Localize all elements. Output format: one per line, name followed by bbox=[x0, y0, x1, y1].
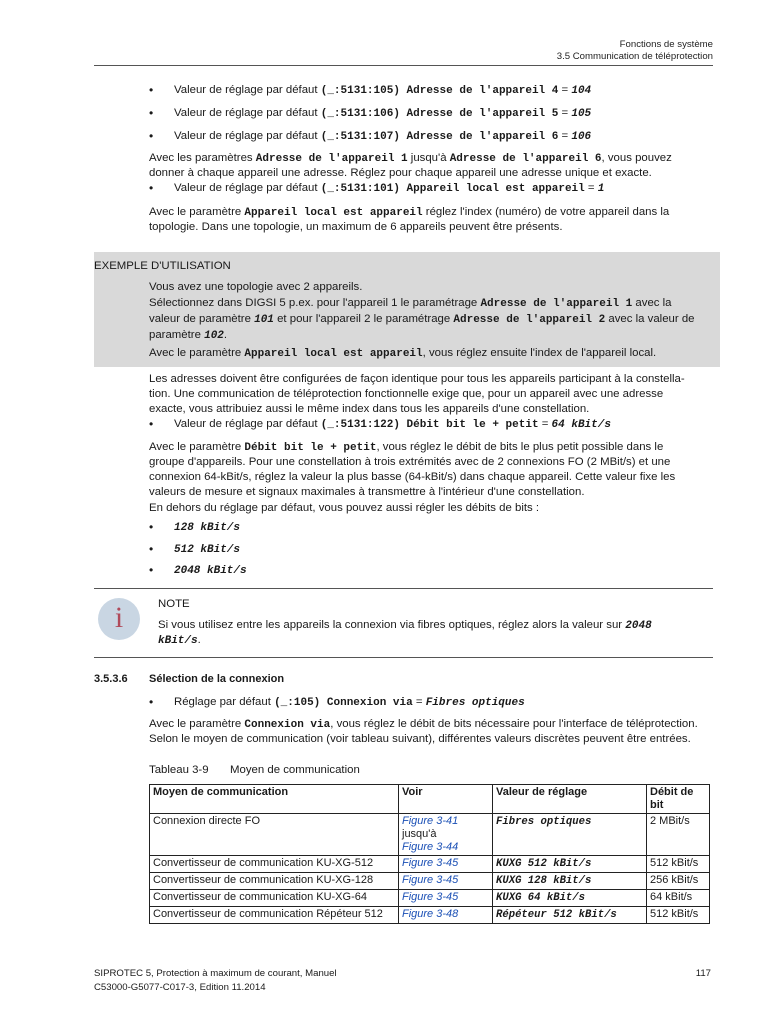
note-bottom-rule bbox=[94, 657, 713, 658]
bullet-dot: • bbox=[149, 106, 154, 120]
note-text-line2: kBit/s. bbox=[158, 634, 201, 647]
default-setting-line: Valeur de réglage par défaut (_:5131:107) Adresse de l'appareil 6 = 106 bbox=[174, 130, 592, 143]
example-line: Vous avez une topologie avec 2 appareils. bbox=[149, 281, 363, 293]
page-number: 117 bbox=[695, 968, 711, 979]
table-cell-rate: 64 kBit/s bbox=[647, 890, 710, 907]
bullet-dot: • bbox=[149, 695, 154, 709]
communication-medium-table bbox=[149, 784, 710, 924]
bitrate-option: 512 kBit/s bbox=[174, 544, 241, 556]
paragraph-local-device: Avec le paramètre Appareil local est appareil réglez l'index (numéro) de votre appareil dans la bbox=[149, 206, 670, 219]
default-setting-line: Valeur de réglage par défaut (_:5131:122) Débit bit le + petit = 64 kBit/s bbox=[174, 418, 611, 431]
table-cell-value: Répéteur 512 kBit/s bbox=[493, 907, 647, 924]
bullet-dot: • bbox=[149, 83, 154, 97]
table-header: Moyen de communication bbox=[150, 785, 399, 814]
table-row bbox=[150, 907, 710, 924]
bullet-dot: • bbox=[149, 542, 154, 556]
running-header-chapter: Fonctions de système bbox=[619, 39, 713, 50]
bitrate-option: 128 kBit/s bbox=[174, 522, 241, 534]
figure-link[interactable]: Figure 3-44 bbox=[402, 841, 459, 853]
bullet-dot: • bbox=[149, 417, 154, 431]
example-line: paramètre 102. bbox=[149, 329, 228, 342]
default-setting-line: Valeur de réglage par défaut (_:5131:101) Appareil local est appareil = 1 bbox=[174, 182, 605, 195]
table-cell-rate: 256 kBit/s bbox=[647, 873, 710, 890]
section-title: Sélection de la connexion bbox=[149, 673, 285, 685]
table-header: Débit de bit bbox=[647, 785, 710, 814]
paragraph-bitrate: En dehors du réglage par défaut, vous pouvez aussi régler les débits de bits : bbox=[149, 502, 540, 514]
figure-link[interactable]: Figure 3-48 bbox=[402, 908, 459, 920]
example-title: EXEMPLE D'UTILISATION bbox=[94, 260, 231, 272]
paragraph-connection: Avec le paramètre Connexion via, vous réglez le débit de bits nécessaire pour l'interface de téléprotection. bbox=[149, 718, 698, 731]
table-cell-value: Fibres optiques bbox=[493, 814, 647, 856]
note-text: Si vous utilisez entre les appareils la connexion via fibres optiques, réglez alors la valeur sur 2048 bbox=[158, 619, 652, 632]
default-setting-line: Valeur de réglage par défaut (_:5131:105) Adresse de l'appareil 4 = 104 bbox=[174, 84, 592, 97]
table-row bbox=[150, 873, 710, 890]
default-setting-line: Réglage par défaut (_:105) Connexion via = Fibres optiques bbox=[174, 696, 525, 709]
info-icon bbox=[98, 598, 140, 640]
table-cell-medium: Convertisseur de communication KU-XG-128 bbox=[150, 873, 399, 890]
table-cell-see bbox=[399, 890, 493, 907]
table-cell-see bbox=[399, 907, 493, 924]
table-cell-see bbox=[399, 873, 493, 890]
table-row bbox=[150, 856, 710, 873]
paragraph-addresses: Les adresses doivent être configurées de façon identique pour tous les appareils participant à la constella- bbox=[149, 373, 685, 385]
figure-link[interactable]: Figure 3-45 bbox=[402, 874, 459, 886]
bullet-dot: • bbox=[149, 129, 154, 143]
bullet-dot: • bbox=[149, 520, 154, 534]
paragraph-bitrate: valeurs de mesure et signaux maximales à transmettre à l'intérieur d'une constellation. bbox=[149, 486, 585, 498]
paragraph-bitrate: connexion 64-kBit/s, réglez la valeur la plus basse (64-kBit/s) dans chaque appareil. Cette valeur fixe les bbox=[149, 471, 676, 483]
table-cell-medium: Convertisseur de communication KU-XG-64 bbox=[150, 890, 399, 907]
bullet-dot: • bbox=[149, 563, 154, 577]
figure-link[interactable]: Figure 3-45 bbox=[402, 891, 459, 903]
table-caption: Moyen de communication bbox=[230, 764, 360, 776]
paragraph-addresses: exacte, vous attribuiez aussi le même index dans tous les appareils d'une constellation. bbox=[149, 403, 590, 415]
footer-docnumber: C53000-G5077-C017-3, Edition 11.2014 bbox=[94, 982, 266, 993]
table-cell-medium: Connexion directe FO bbox=[150, 814, 399, 856]
table-row bbox=[150, 814, 710, 856]
table-caption-number: Tableau 3-9 bbox=[149, 764, 209, 776]
paragraph-addresses: tion. Une communication de téléprotection fonctionnelle exige que, pour un appareil avec une adresse bbox=[149, 388, 664, 400]
paragraph-address-line2: donner à chaque appareil une adresse. Réglez pour chaque appareil une adresse unique et exacte. bbox=[149, 167, 652, 179]
table-header-row bbox=[150, 785, 710, 814]
table-cell-see: Figure 3-41 jusqu'à Figure 3-44 bbox=[399, 814, 493, 856]
paragraph-bitrate: groupe d'appareils. Pour une constellation à trois extrémités avec de 2 connexions FO (2 MBit/s) et une bbox=[149, 456, 671, 468]
example-line: Avec le paramètre Appareil local est appareil, vous réglez ensuite l'index de l'appareil local. bbox=[149, 347, 657, 360]
paragraph-connection-line2: Selon le moyen de communication (voir tableau suivant), différentes valeurs discrètes peuvent être entrées. bbox=[149, 733, 691, 745]
note-title: NOTE bbox=[158, 598, 190, 610]
figure-link[interactable]: Figure 3-45 bbox=[402, 857, 459, 869]
table-header: Valeur de réglage bbox=[493, 785, 647, 814]
paragraph-bitrate: Avec le paramètre Débit bit le + petit, vous réglez le débit de bits le plus petit possible dans le bbox=[149, 441, 664, 454]
footer-title: SIPROTEC 5, Protection à maximum de courant, Manuel bbox=[94, 968, 337, 979]
table-cell-medium: Convertisseur de communication Répéteur 512 bbox=[150, 907, 399, 924]
table-cell-rate: 512 kBit/s bbox=[647, 907, 710, 924]
table-row bbox=[150, 890, 710, 907]
table-cell-see bbox=[399, 856, 493, 873]
example-line: valeur de paramètre 101 et pour l'appareil 2 le paramétrage Adresse de l'appareil 2 avec la valeur de bbox=[149, 313, 695, 326]
table-cell-value: KUXG 128 kBit/s bbox=[493, 873, 647, 890]
bitrate-option: 2048 kBit/s bbox=[174, 565, 247, 577]
table-cell-rate: 2 MBit/s bbox=[647, 814, 710, 856]
table-cell-value: KUXG 512 kBit/s bbox=[493, 856, 647, 873]
info-icon-glyph: i bbox=[114, 601, 124, 634]
table-cell-value: KUXG 64 kBit/s bbox=[493, 890, 647, 907]
default-setting-line: Valeur de réglage par défaut (_:5131:106) Adresse de l'appareil 5 = 105 bbox=[174, 107, 592, 120]
section-number: 3.5.3.6 bbox=[94, 673, 128, 685]
figure-link[interactable]: Figure 3-41 bbox=[402, 815, 459, 827]
note-top-rule bbox=[94, 588, 713, 589]
paragraph-local-device-line2: topologie. Dans une topologie, un maximum de 6 appareils peuvent être présents. bbox=[149, 221, 563, 233]
table-cell-medium: Convertisseur de communication KU-XG-512 bbox=[150, 856, 399, 873]
bullet-dot: • bbox=[149, 181, 154, 195]
header-rule bbox=[94, 65, 713, 66]
paragraph-address: Avec les paramètres Adresse de l'appareil 1 jusqu'à Adresse de l'appareil 6, vous pouvez bbox=[149, 152, 672, 165]
running-header-section: 3.5 Communication de téléprotection bbox=[556, 51, 713, 62]
table-cell-rate: 512 kBit/s bbox=[647, 856, 710, 873]
table-header: Voir bbox=[399, 785, 493, 814]
example-line: Sélectionnez dans DIGSI 5 p.ex. pour l'appareil 1 le paramétrage Adresse de l'appareil 1 avec la bbox=[149, 297, 672, 310]
